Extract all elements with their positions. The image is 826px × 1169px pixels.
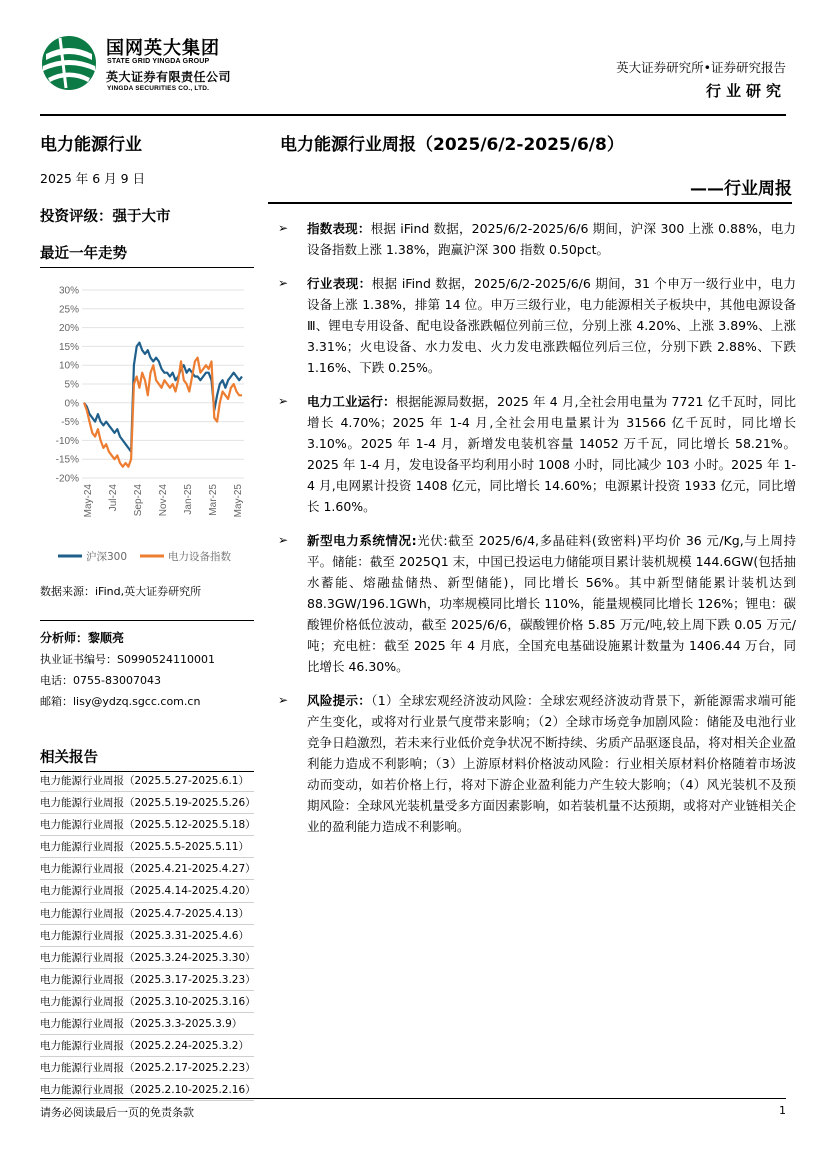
related-report-item[interactable]: 电力能源行业周报（2025.3.3-2025.3.9） bbox=[40, 1013, 254, 1035]
legend-label: 沪深300 bbox=[86, 551, 128, 563]
y-tick-label: 0% bbox=[64, 398, 79, 410]
series-line-0 bbox=[84, 343, 242, 452]
bullet-text: 根据 iFind 数据，2025/6/2-2025/6/6 期间，沪深 300 上涨 0.88%，电力设备指数上涨 1.38%，跑赢沪深 300 指数 0.50pct。 bbox=[307, 221, 796, 257]
logo-globe-icon bbox=[40, 34, 98, 92]
related-report-item[interactable]: 电力能源行业周报（2025.5.19-2025.5.26） bbox=[40, 792, 254, 814]
investment-rating: 投资评级：强于大市 bbox=[40, 209, 171, 225]
bullet-lead: 电力工业运行： bbox=[307, 394, 396, 409]
footer-divider bbox=[40, 1098, 786, 1099]
page-number: 1 bbox=[779, 1104, 786, 1117]
bullet-text: 光伏:截至 2025/6/4,多晶硅料(致密料)平均价 36 元/Kg,与上周持平。储能：截至 2025Q1 末，中国已投运电力储能项目累计装机规模 144.6GW(包括抽水蓄能、熔融盐储热、新型储能)，同比增长 56%。其中新型储能累计装机达到 88.3GW/196.1GWh，功率规模同比增长 110%，能量规模同比增长 126%；锂电：碳酸锂价格低位波动，截至 2025/6/6，碳酸锂价格 5.85 万元/吨,较上周下跌 0.05 万元/吨；充电桩：截至 2025 年 4 月底，全国充电基础设施累计数量为 1406.44 万台，同比增长 46.30%。 bbox=[307, 533, 796, 674]
x-tick-label: Jan-25 bbox=[183, 484, 194, 515]
x-tick-label: Mar-25 bbox=[208, 484, 219, 516]
y-tick-label: 30% bbox=[58, 285, 79, 297]
analyst-name: 分析师：黎顺亮 bbox=[40, 631, 125, 645]
y-tick-label: 20% bbox=[58, 323, 79, 335]
y-tick-label: -10% bbox=[55, 435, 79, 447]
related-report-item[interactable]: 电力能源行业周报（2025.3.31-2025.4.6） bbox=[40, 925, 254, 947]
disclaimer-note: 请务必阅读最后一页的免责条款 bbox=[40, 1106, 194, 1119]
summary-bullet bbox=[278, 690, 796, 837]
bullet-text: 根据能源局数据，2025 年 4 月,全社会用电量为 7721 亿千瓦时，同比增长 4.70%；2025 年 1-4 月,全社会用电量累计为 31566 亿千瓦时，同比增长 3.10%。2025 年 1-4 月，新增发电装机容量 14052 万千瓦，同比增长 58.21%。2025 年 1-4 月，发电设备平均利用小时 1008 小时，同比减少 103 小时。2025 年 1-4 月,电网累计投资 1408 亿元，同比增长 14.60%；电源累计投资 1933 亿元，同比增长 1.60%。 bbox=[307, 394, 796, 514]
related-report-item[interactable]: 电力能源行业周报（2025.5.12-2025.5.18） bbox=[40, 814, 254, 836]
category-label: 行业研究 bbox=[705, 82, 786, 100]
related-report-item[interactable]: 电力能源行业周报（2025.3.24-2025.3.30） bbox=[40, 947, 254, 969]
analyst-cert: 执业证书编号：S0990524110001 bbox=[40, 653, 215, 666]
logo-sub-cn: 英大证券有限责任公司 bbox=[106, 70, 232, 84]
analyst-info bbox=[40, 628, 215, 712]
x-tick-label: Jul-24 bbox=[108, 484, 119, 512]
bullet-lead: 行业表现： bbox=[307, 276, 372, 291]
related-reports-title: 相关报告 bbox=[40, 746, 254, 772]
series-line-1 bbox=[84, 358, 242, 467]
trend-chart bbox=[40, 278, 256, 576]
x-tick-label: Sep-24 bbox=[133, 484, 144, 517]
related-report-item[interactable]: 电力能源行业周报（2025.4.7-2025.4.13） bbox=[40, 903, 254, 925]
y-tick-label: 5% bbox=[64, 379, 79, 391]
bullet-lead: 风险提示： bbox=[307, 693, 372, 708]
arrow-bullet-icon: ➢ bbox=[278, 394, 289, 408]
bullet-lead: 新型电力系统情况: bbox=[307, 533, 417, 548]
y-tick-label: 10% bbox=[58, 360, 79, 372]
summary-bullet bbox=[278, 391, 796, 517]
report-subtitle: ——行业周报 bbox=[690, 179, 792, 199]
related-report-item[interactable]: 电力能源行业周报（2025.4.21-2025.4.27） bbox=[40, 858, 254, 880]
related-report-item[interactable]: 电力能源行业周报（2025.3.10-2025.3.16） bbox=[40, 991, 254, 1013]
related-report-item[interactable]: 电力能源行业周报（2025.5.5-2025.5.11） bbox=[40, 836, 254, 858]
arrow-bullet-icon: ➢ bbox=[278, 533, 289, 547]
summary-bullet bbox=[278, 530, 796, 677]
bullet-text: 根据 iFind 数据，2025/6/2-2025/6/6 期间，31 个申万一级行业中，电力设备上涨 1.38%，排第 14 位。申万三级行业，电力能源相关子板块中，其他电源设备Ⅲ、锂电专用设备、配电设备涨跌幅位列前三位，分别上涨 4.20%、上涨 3.89%、上涨 3.31%；火电设备、水力发电、火力发电涨跌幅位列后三位，分别下跌 2.88%、下跌 1.16%、下跌 0.25%。 bbox=[307, 276, 796, 375]
analyst-email: 邮箱：lisy@ydzq.sgcc.com.cn bbox=[40, 695, 201, 708]
logo-cn-name: 国网英大集团 bbox=[106, 38, 220, 59]
institute-label: 英大证券研究所•证券研究报告 bbox=[616, 60, 786, 75]
arrow-bullet-icon: ➢ bbox=[278, 693, 289, 707]
title-divider bbox=[268, 202, 792, 204]
y-tick-label: -15% bbox=[55, 454, 79, 466]
y-tick-label: 25% bbox=[58, 304, 79, 316]
related-report-item[interactable]: 电力能源行业周报（2025.2.17-2025.2.23） bbox=[40, 1057, 254, 1079]
summary-bullet bbox=[278, 273, 796, 378]
x-tick-label: May-24 bbox=[83, 484, 94, 518]
related-report-item[interactable]: 电力能源行业周报（2025.5.27-2025.6.1） bbox=[40, 770, 254, 792]
analyst-phone: 电话：0755-83007043 bbox=[40, 674, 161, 687]
related-report-item[interactable]: 电力能源行业周报（2025.4.14-2025.4.20） bbox=[40, 880, 254, 902]
arrow-bullet-icon: ➢ bbox=[278, 221, 289, 235]
x-tick-label: May-25 bbox=[233, 484, 244, 518]
y-tick-label: 15% bbox=[58, 341, 79, 353]
arrow-bullet-icon: ➢ bbox=[278, 276, 289, 290]
company-logo bbox=[40, 34, 260, 96]
trend-title: 最近一年走势 bbox=[40, 242, 254, 268]
logo-en-name: STATE GRID YINGDA GROUP bbox=[107, 58, 210, 65]
bullet-lead: 指数表现： bbox=[307, 221, 371, 236]
related-report-item[interactable]: 电力能源行业周报（2025.3.17-2025.3.23） bbox=[40, 969, 254, 991]
bullet-text: （1）全球宏观经济波动风险：全球宏观经济波动背景下，新能源需求端可能产生变化，或将对行业景气度带来影响；（2）全球市场竞争加剧风险：储能及电池行业竞争日趋激烈，若未来行业低价竞争状况不断持续、劣质产品驱逐良品，将对相关企业盈利能力造成不利影响；（3）上游原材料价格波动风险：行业相关原材料价格随着市场波动而变动，如若价格上行，将对下游企业盈利能力产生较大影响；（4）风光装机不及预期风险：全球风光装机量受多方面因素影响，如若装机量不达预期，或将对产业链相关企业的盈利能力造成不利影响。 bbox=[307, 693, 796, 834]
y-tick-label: -20% bbox=[55, 473, 79, 485]
left-sidebar bbox=[40, 130, 254, 268]
industry-title: 电力能源行业 bbox=[40, 135, 142, 155]
report-title: 电力能源行业周报（2025/6/2-2025/6/8） bbox=[280, 135, 624, 155]
summary-bullet bbox=[278, 218, 796, 260]
summary-bullets bbox=[278, 218, 796, 850]
data-source: 数据来源：iFind,英大证券研究所 bbox=[40, 585, 202, 598]
related-reports-list bbox=[40, 770, 254, 1101]
y-tick-label: -5% bbox=[61, 417, 79, 429]
x-tick-label: Nov-24 bbox=[158, 484, 169, 517]
related-report-item[interactable]: 电力能源行业周报（2025.2.24-2025.3.2） bbox=[40, 1035, 254, 1057]
analyst-divider bbox=[40, 620, 254, 621]
related-report-item[interactable]: 电力能源行业周报（2025.2.10-2025.2.16） bbox=[40, 1079, 254, 1101]
header-divider bbox=[40, 114, 786, 116]
legend-label: 电力设备指数 bbox=[168, 551, 231, 563]
report-date: 2025 年 6 月 9 日 bbox=[40, 171, 146, 186]
logo-sub-en: YINGDA SECURITIES CO., LTD. bbox=[107, 85, 210, 92]
